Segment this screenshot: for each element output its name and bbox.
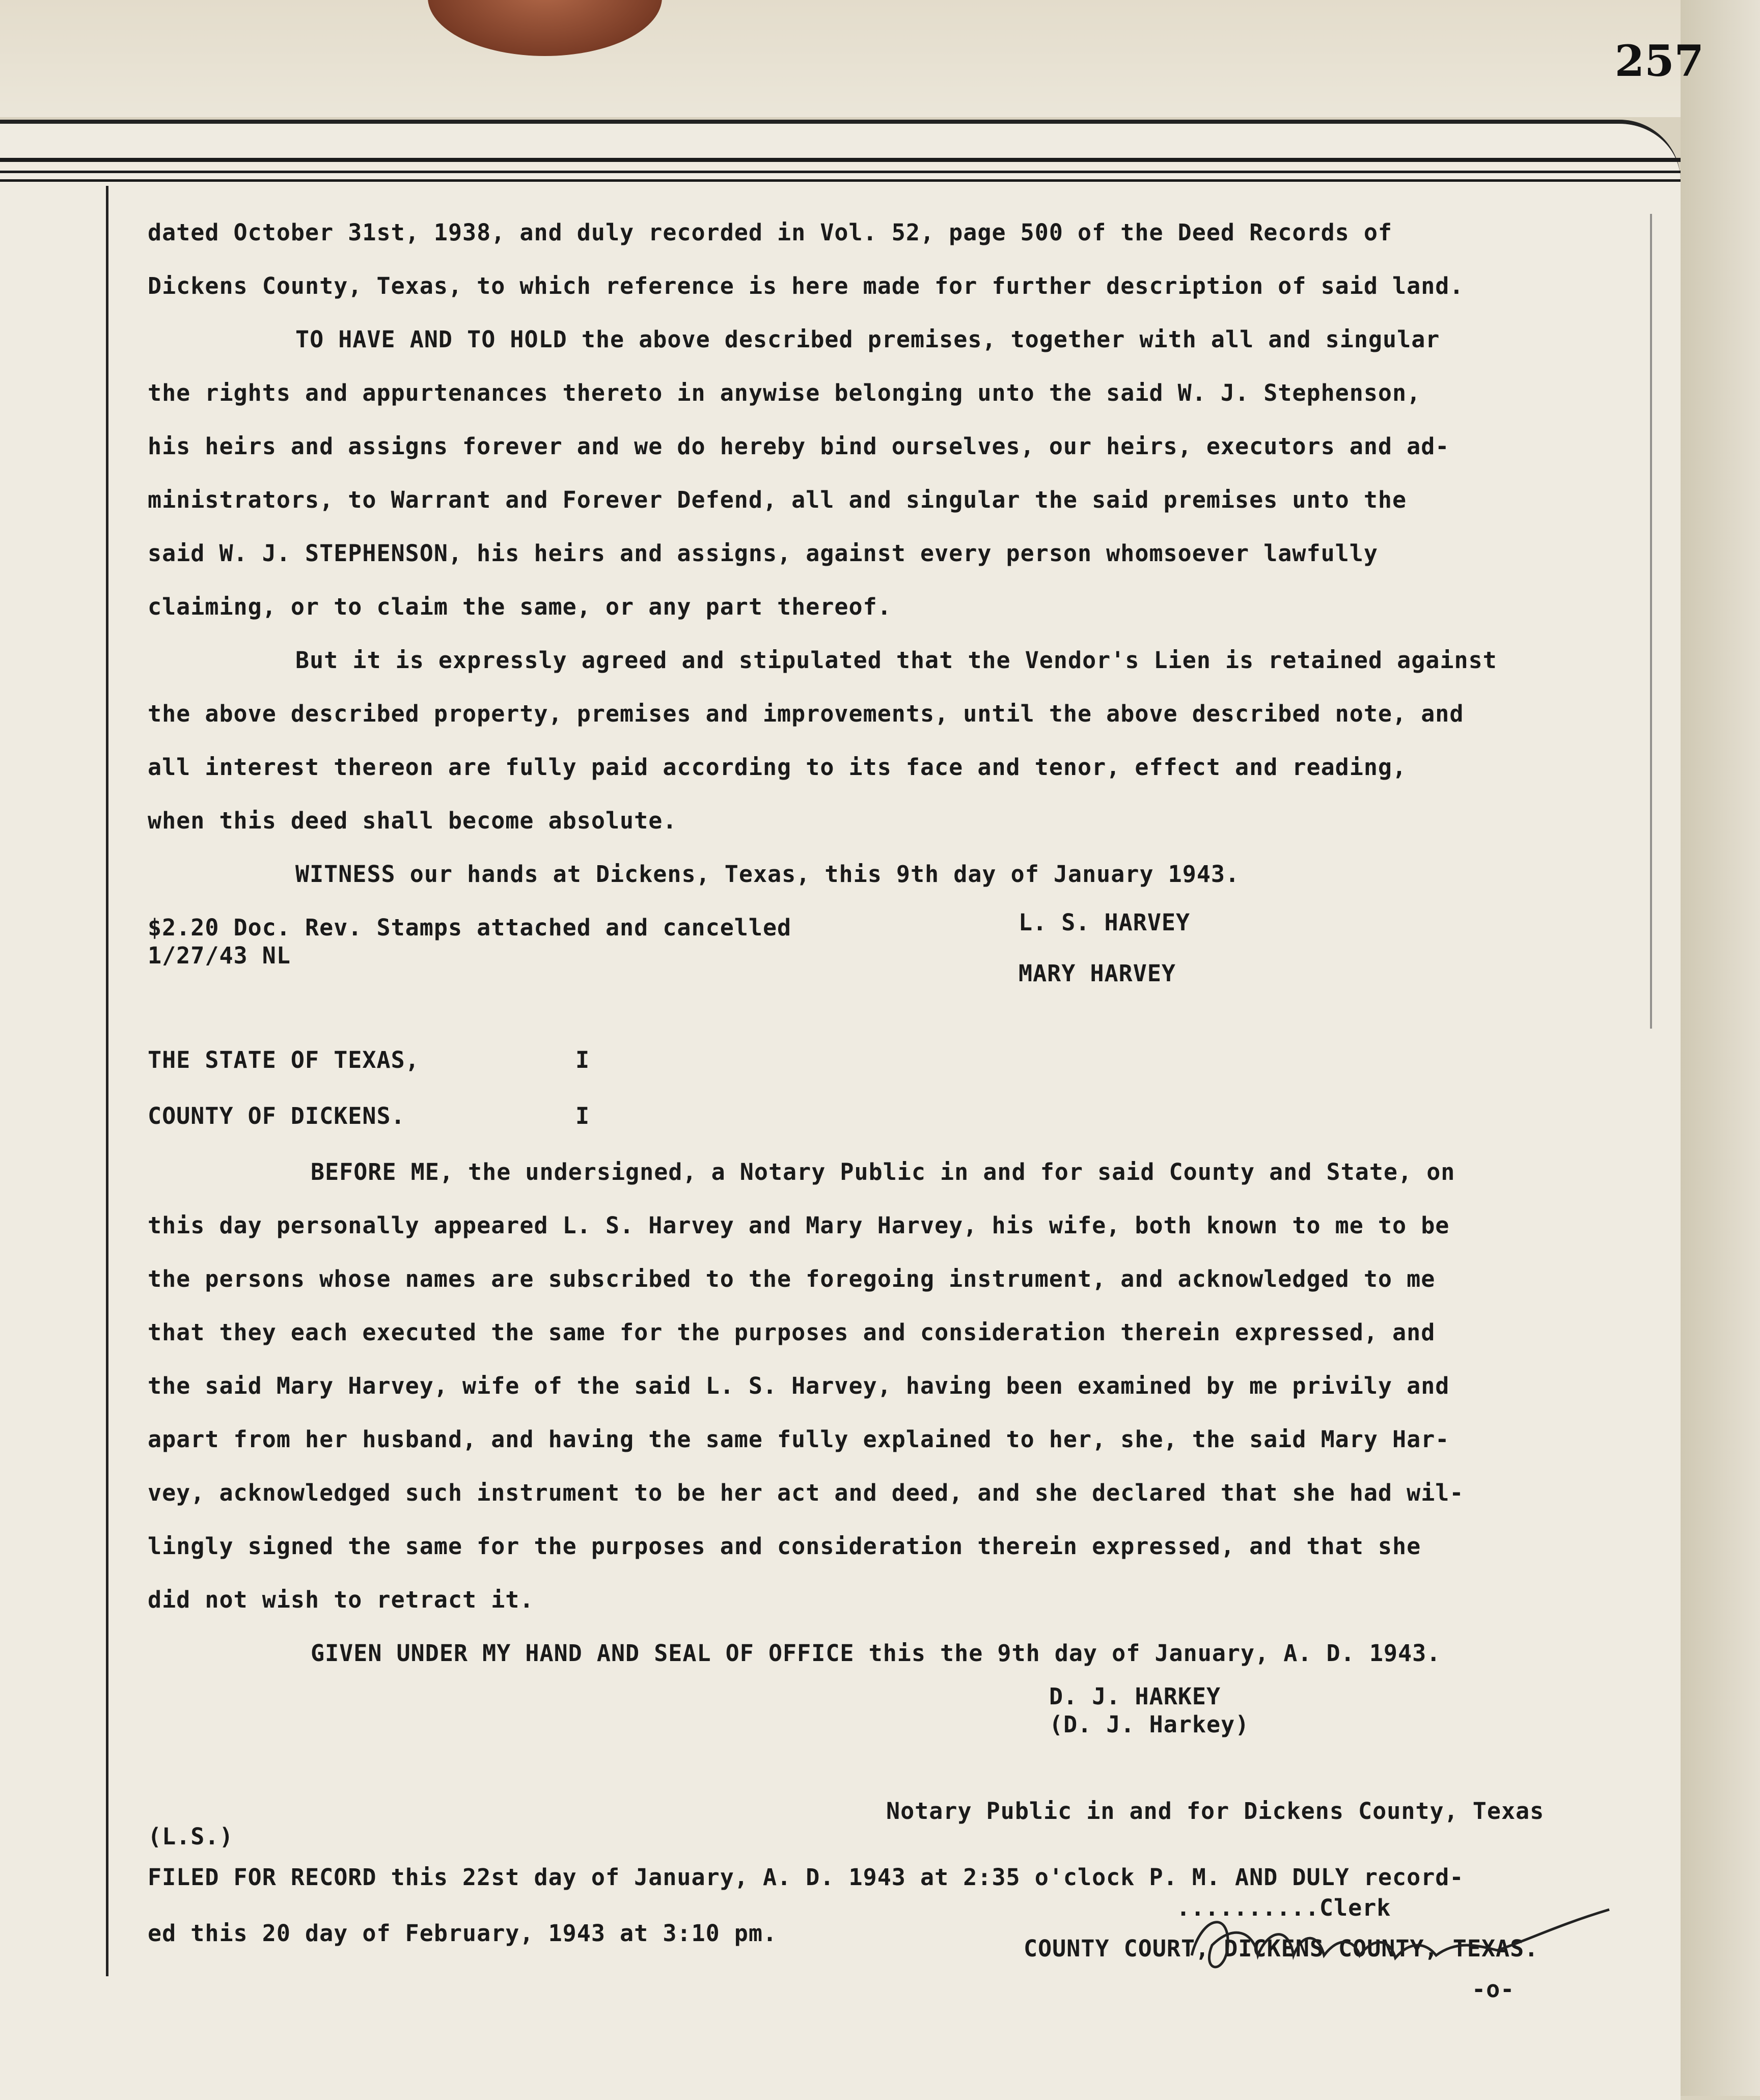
ack-line: this day personally appeared L. S. Harvey and Mary Harvey, his wife, both known to me to be	[148, 1212, 1450, 1239]
page-edge-shadow	[1681, 0, 1760, 2096]
signer-1: L. S. HARVEY	[1019, 909, 1191, 936]
text-line: said W. J. STEPHENSON, his heirs and assigns, against every person whomsoever lawfully	[148, 540, 1378, 567]
given-line: GIVEN UNDER MY HAND AND SEAL OF OFFICE this the 9th day of January, A. D. 1943.	[311, 1640, 1441, 1667]
text-line: dated October 31st, 1938, and duly recorded in Vol. 52, page 500 of the Deed Records of	[148, 219, 1393, 246]
header-rule	[0, 179, 1681, 182]
clerk-signature	[1171, 1894, 1630, 1986]
ack-line: lingly signed the same for the purposes and consideration therein expressed, and that she	[148, 1533, 1421, 1560]
court-line: COUNTY COURT, DICKENS COUNTY, TEXAS.	[1024, 1935, 1539, 1962]
seal-mark: (L.S.)	[148, 1823, 234, 1850]
venue-bracket: I	[575, 1046, 590, 1073]
end-mark: -o-	[1472, 1976, 1515, 2003]
notary-title: Notary Public in and for Dickens County, Texas	[886, 1798, 1545, 1825]
text-line: ministrators, to Warrant and Forever Defend, all and singular the said premises unto the	[148, 486, 1407, 513]
text-line: claiming, or to claim the same, or any part thereof.	[148, 593, 892, 620]
text-line: all interest thereon are fully paid according to its face and tenor, effect and reading,	[148, 754, 1407, 781]
ack-line: the said Mary Harvey, wife of the said L. S. Harvey, having been examined by me privily and	[148, 1372, 1450, 1399]
book-top-edge	[0, 0, 1681, 117]
text-line: when this deed shall become absolute.	[148, 807, 677, 834]
text-line: his heirs and assigns forever and we do hereby bind ourselves, our heirs, executors and ad-	[148, 433, 1450, 460]
stamps-date: 1/27/43 NL	[148, 942, 291, 969]
ack-line: apart from her husband, and having the same fully explained to her, she, the said Mary Har-	[148, 1426, 1450, 1453]
filed-line: ed this 20 day of February, 1943 at 3:10 pm.	[148, 1920, 778, 1947]
clerk-line: ..........Clerk	[1176, 1894, 1391, 1921]
filed-line: FILED FOR RECORD this 22st day of January, A. D. 1943 at 2:35 o'clock P. M. AND DULY record-	[148, 1864, 1464, 1891]
notary-signature: D. J. HARKEY	[1049, 1683, 1221, 1710]
text-line: But it is expressly agreed and stipulated that the Vendor's Lien is retained against	[295, 647, 1497, 674]
ack-line: vey, acknowledged such instrument to be her act and deed, and she declared that she had wil-	[148, 1479, 1464, 1506]
header-rule	[0, 171, 1681, 173]
text-line: Dickens County, Texas, to which reference is here made for further description of said land.	[148, 272, 1464, 299]
ack-line: BEFORE ME, the undersigned, a Notary Public in and for said County and State, on	[311, 1158, 1455, 1185]
ack-line: did not wish to retract it.	[148, 1586, 534, 1613]
header-rule	[0, 158, 1681, 162]
left-margin-rule	[106, 186, 108, 1976]
text-line: the above described property, premises and improvements, until the above described note, and	[148, 700, 1464, 727]
text-line: the rights and appurtenances thereto in anywise belonging unto the said W. J. Stephenson,	[148, 379, 1421, 406]
signer-2: MARY HARVEY	[1019, 960, 1176, 987]
notary-name: (D. J. Harkey)	[1049, 1711, 1250, 1738]
venue-bracket: I	[575, 1102, 590, 1129]
ack-line: the persons whose names are subscribed to the foregoing instrument, and acknowledged to me	[148, 1265, 1436, 1292]
witness-line: WITNESS our hands at Dickens, Texas, this 9th day of January 1943.	[295, 861, 1240, 888]
stamps-line: $2.20 Doc. Rev. Stamps attached and cancelled	[148, 914, 792, 941]
county-heading: COUNTY OF DICKENS.	[148, 1102, 405, 1129]
page-number: 257	[1614, 36, 1704, 86]
ack-line: that they each executed the same for the purposes and consideration therein expressed, and	[148, 1319, 1436, 1346]
text-line: TO HAVE AND TO HOLD the above described premises, together with all and singular	[295, 326, 1440, 353]
state-heading: THE STATE OF TEXAS,	[148, 1046, 420, 1073]
right-margin-rule	[1650, 214, 1652, 1029]
